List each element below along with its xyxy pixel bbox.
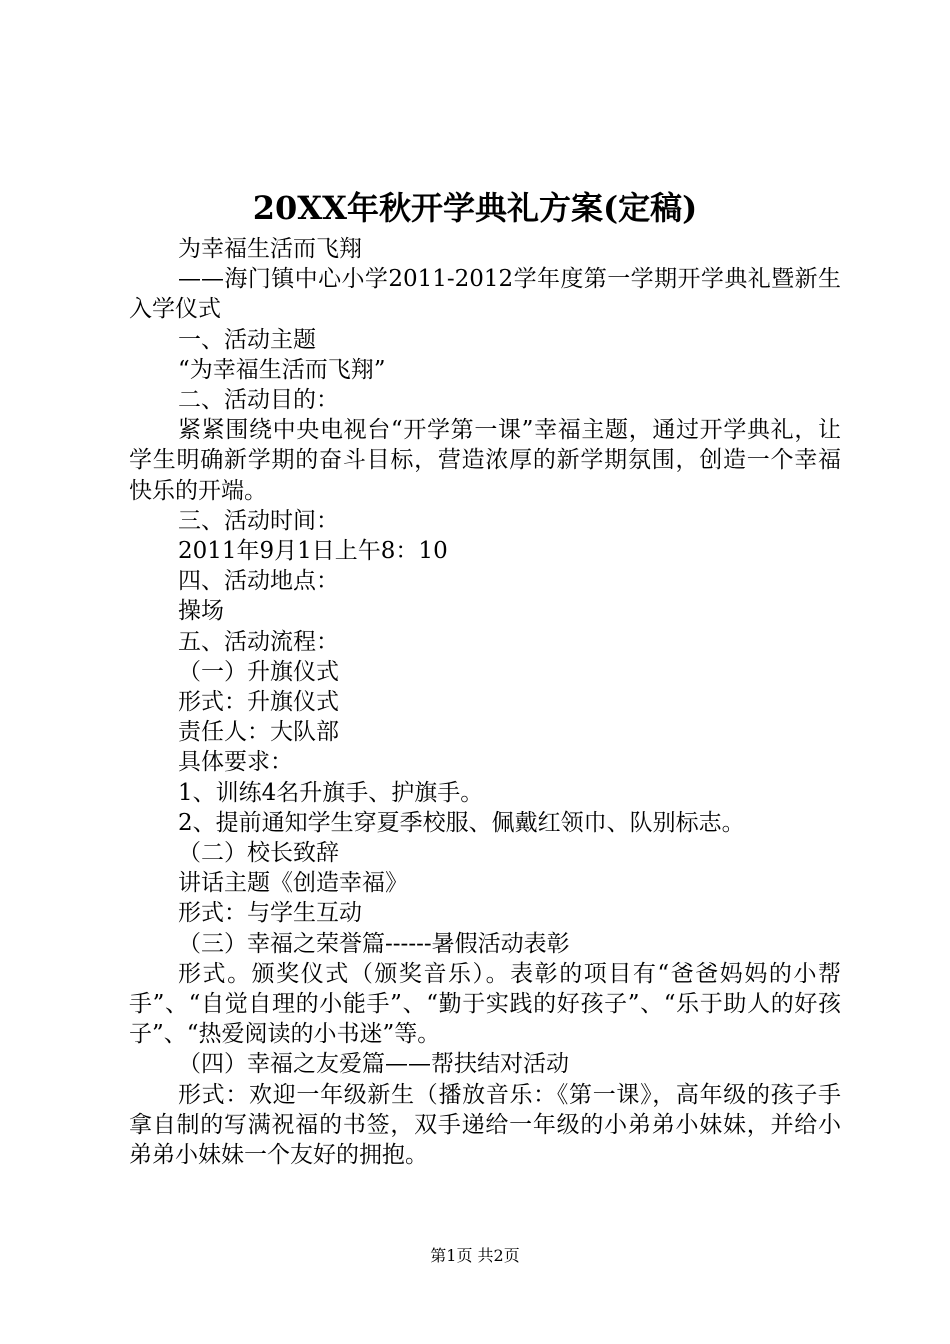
speech-form-text: 形式：与学生互动 xyxy=(178,900,362,927)
friendship-form-text: 形式：欢迎一年级新生（播放音乐：《第一课》，高年级的孩子手拿自制的写满祝福的书签，双手递给一年级的小弟弟小妹妹，并给小弟弟小妹妹一个友好的拥抱。 xyxy=(129,1081,841,1169)
flag-owner-text: 责任人：大队部 xyxy=(178,719,339,746)
flag-requirement-item: 2、提前通知学生穿夏季校服、佩戴红领巾、队别标志。 xyxy=(178,809,745,836)
section-heading-location: 四、活动地点： xyxy=(178,568,339,595)
section-heading-theme: 一、活动主题 xyxy=(178,326,316,353)
section-heading-time: 三、活动时间： xyxy=(178,507,339,534)
page-footer: 第1页 共2页 xyxy=(430,1246,520,1265)
purpose-text: 紧紧围绕中央电视台“开学第一课”幸福主题，通过开学典礼，让学生明确新学期的奋斗目标，营造浓厚的新学期氛围，创造一个幸福快乐的开端。 xyxy=(129,417,841,504)
honor-form-text: 形式。颁奖仪式（颁奖音乐）。表彰的项目有“爸爸妈妈的小帮手”、“自觉自理的小能手”、“勤于实践的好孩子”、“乐于助人的好孩子”、“热爱阅读的小书迷”等。 xyxy=(129,960,841,1048)
time-text: 2011年9月1日上午8：10 xyxy=(178,538,448,565)
subtitle-school-paragraph: ——海门镇中心小学2011-2012学年度第一学期开学典礼暨新生入学仪式 xyxy=(129,266,841,323)
step-heading-speech: （二）校长致辞 xyxy=(178,840,339,867)
subtitle-paragraph: 为幸福生活而飞翔 xyxy=(178,236,362,262)
location-text: 操场 xyxy=(178,598,224,625)
flag-form-text: 形式：升旗仪式 xyxy=(178,689,339,716)
document-body xyxy=(129,234,841,1170)
theme-text: “为幸福生活而飞翔” xyxy=(178,356,386,383)
speech-topic-text: 讲话主题《创造幸福》 xyxy=(178,870,408,897)
section-heading-process: 五、活动流程： xyxy=(178,628,339,655)
step-heading-honor: （三）幸福之荣誉篇------暑假活动表彰 xyxy=(178,930,570,957)
flag-requirement-item: 1、训练4名升旗手、护旗手。 xyxy=(178,779,484,806)
step-heading-friendship: （四）幸福之友爱篇——帮扶结对活动 xyxy=(178,1051,569,1078)
flag-requirements-heading: 具体要求： xyxy=(178,749,293,776)
section-heading-purpose: 二、活动目的： xyxy=(178,387,339,414)
step-heading-flag: （一）升旗仪式 xyxy=(178,658,339,685)
document-title: 20XX年秋开学典礼方案(定稿) xyxy=(252,189,698,227)
